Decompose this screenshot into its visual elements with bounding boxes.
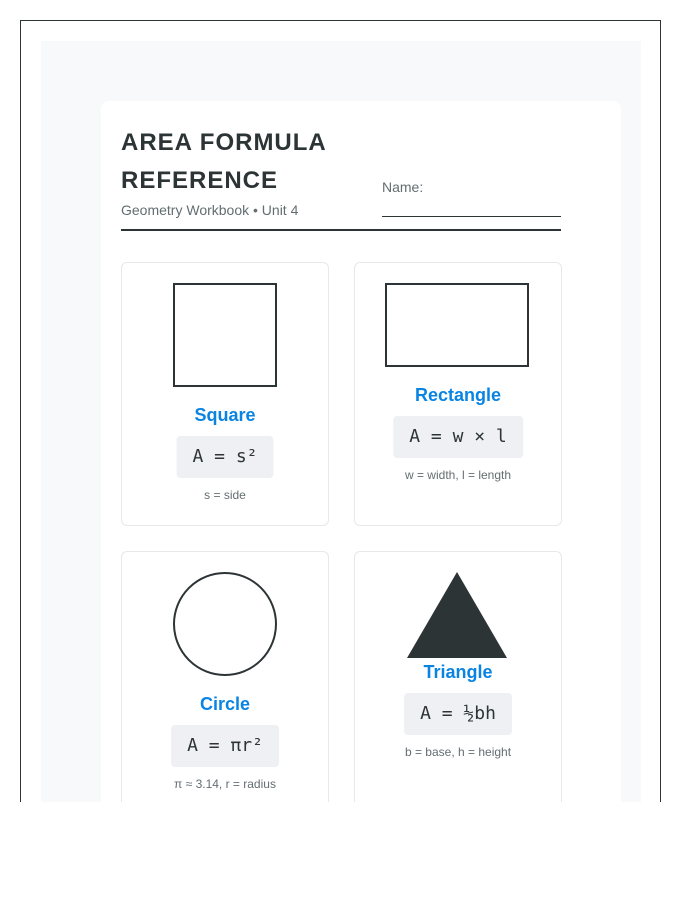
name-field[interactable] — [382, 179, 561, 195]
formula-square: A = s² — [176, 436, 273, 478]
circle-shape — [173, 572, 277, 676]
card-triangle — [354, 551, 562, 802]
triangle-shape — [407, 572, 507, 658]
note-triangle: b = base, h = height — [404, 745, 512, 759]
name-label: Name: — [382, 179, 424, 195]
worksheet-content — [81, 81, 601, 802]
card-circle — [121, 551, 329, 802]
formula-triangle: A = ½bh — [404, 693, 512, 735]
card-label-circle: Circle — [199, 694, 251, 714]
card-label-rectangle: Rectangle — [414, 385, 502, 405]
card-label-square: Square — [194, 405, 256, 425]
note-square: s = side — [204, 488, 246, 502]
page-subtitle: Geometry Workbook • Unit 4 — [121, 202, 299, 218]
note-circle: π ≈ 3.14, r = radius — [174, 777, 276, 791]
page-title: AREA FORMULA REFERENCE — [121, 129, 326, 194]
note-rectangle: w = width, l = length — [404, 468, 512, 482]
formula-rectangle: A = w × l — [393, 416, 523, 458]
name-line[interactable] — [382, 216, 561, 217]
square-shape — [173, 283, 277, 387]
formula-circle: A = πr² — [171, 725, 279, 767]
card-square — [121, 262, 329, 526]
card-label-triangle: Triangle — [423, 662, 493, 682]
worksheet-header — [121, 121, 561, 231]
card-rectangle — [354, 262, 562, 526]
rectangle-shape — [385, 283, 529, 367]
